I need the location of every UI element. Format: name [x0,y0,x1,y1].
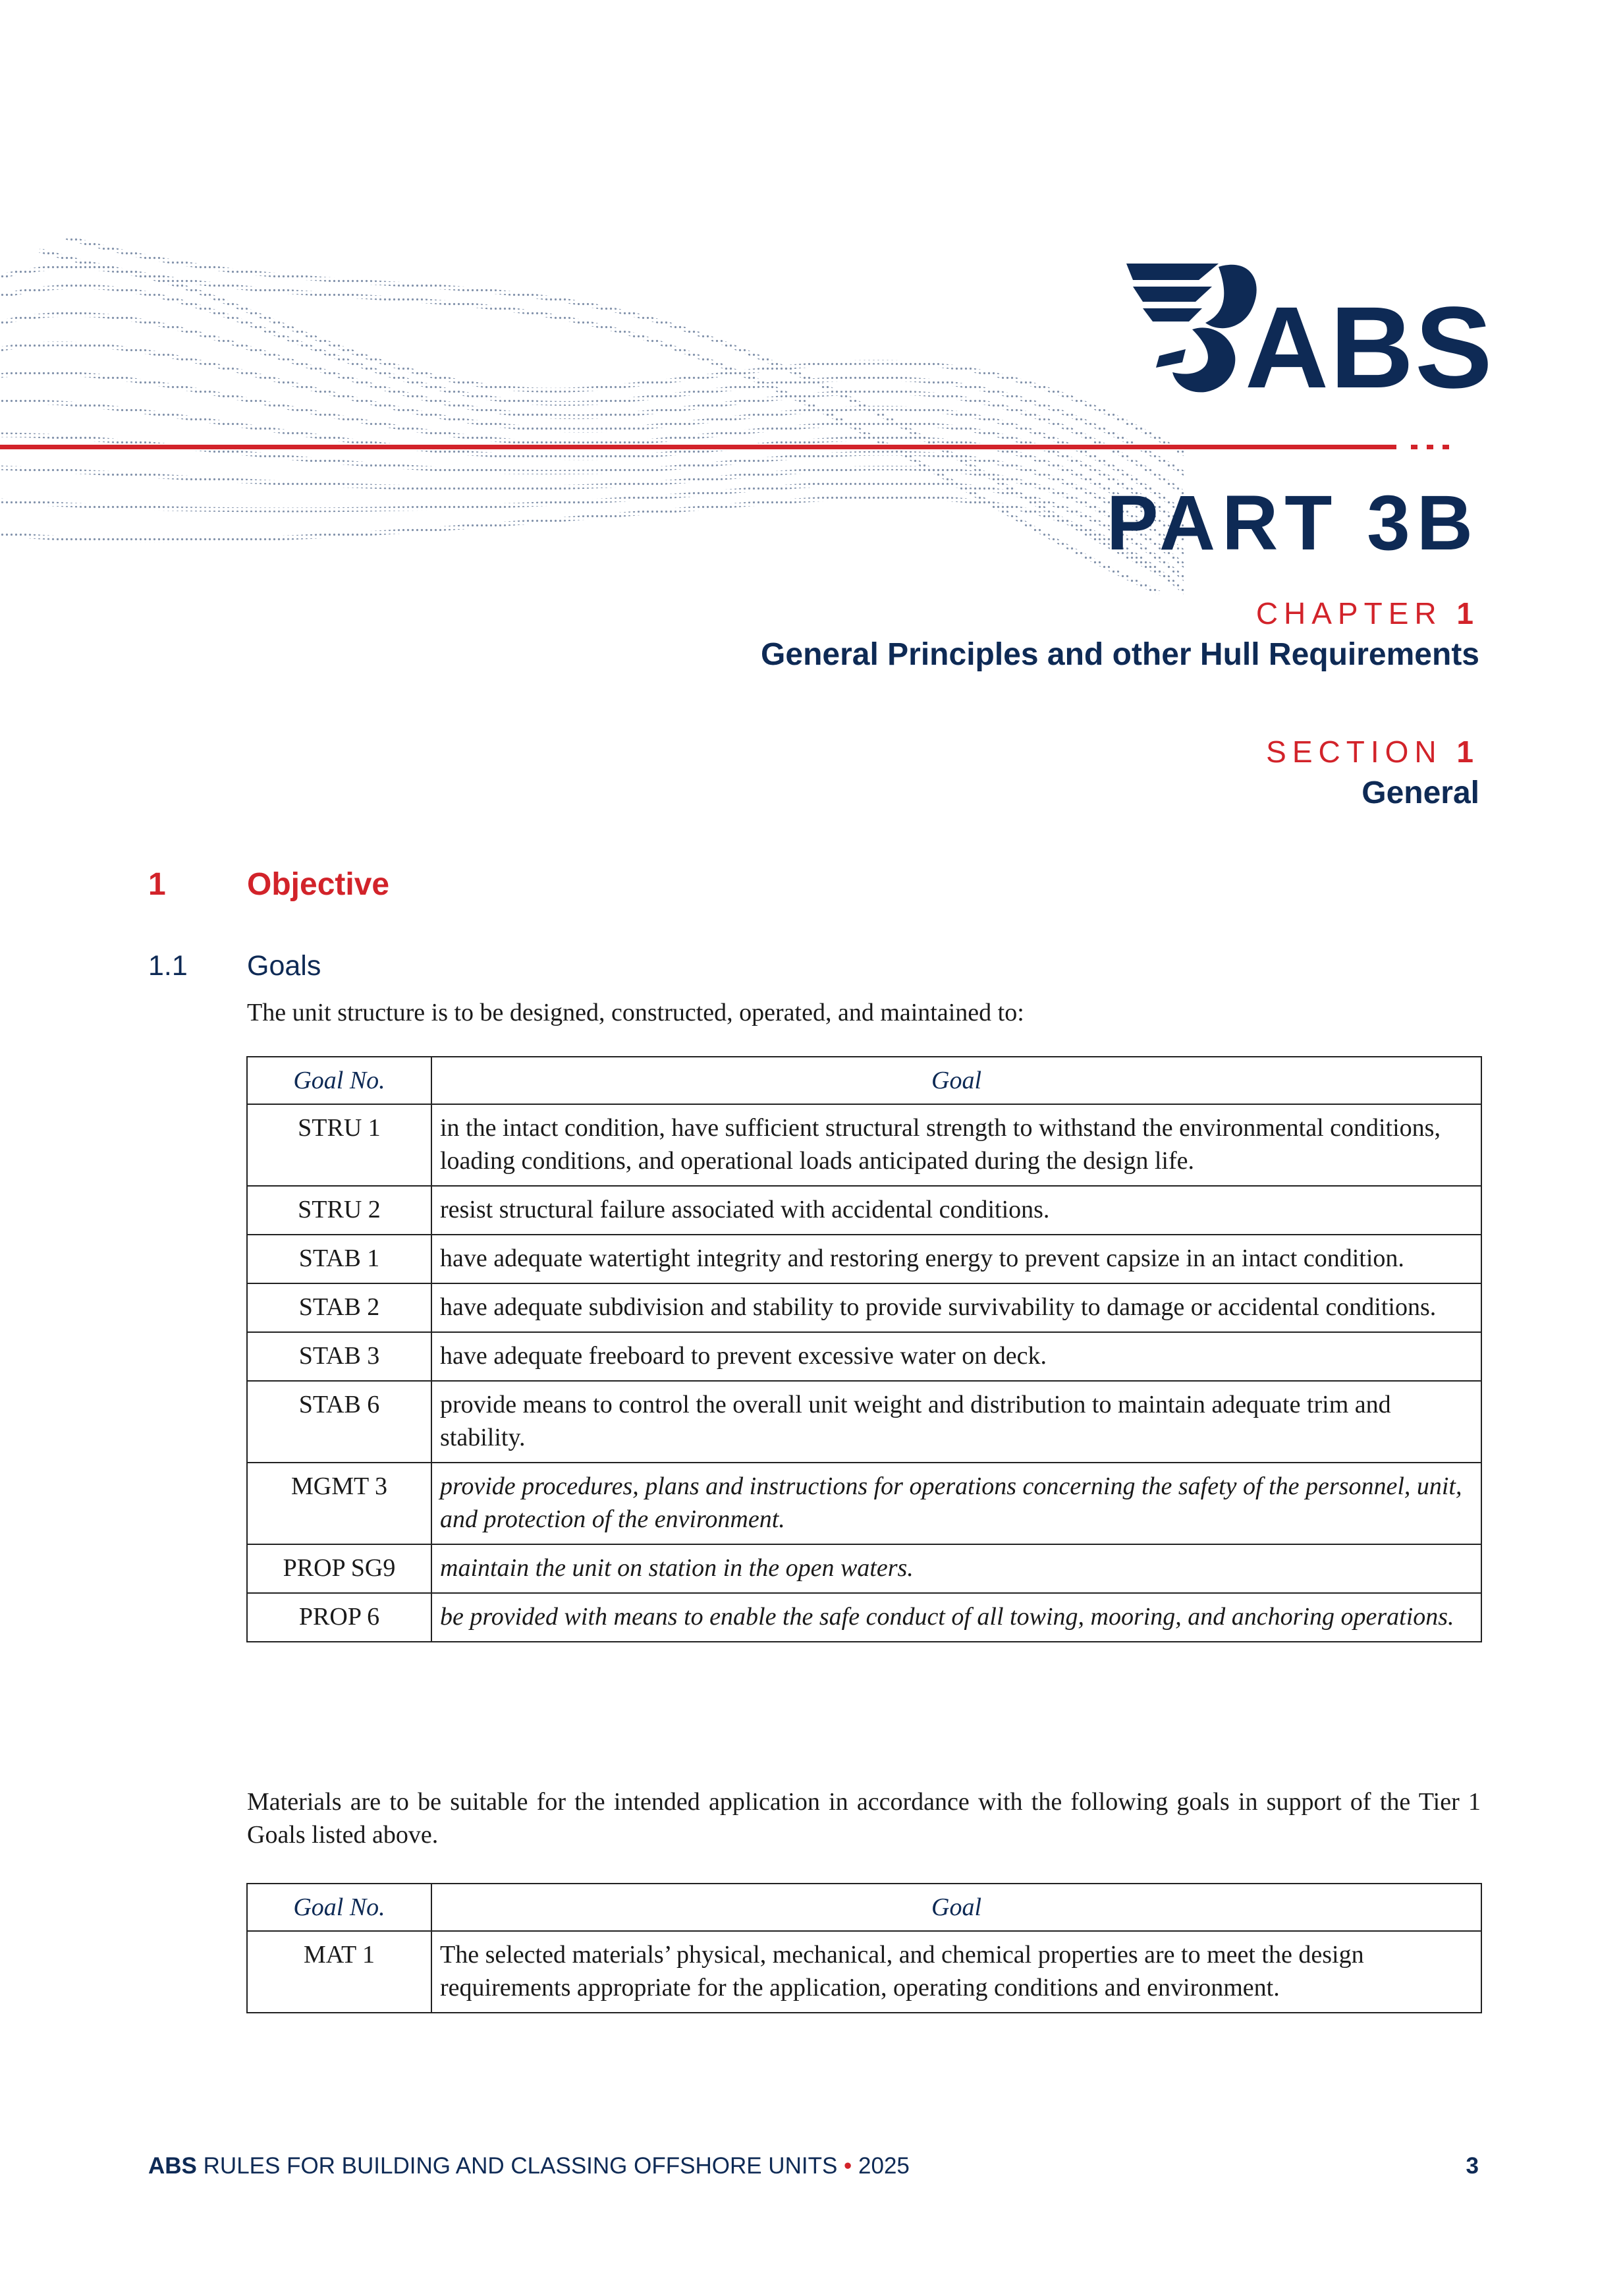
materials-goals-table [246,1883,1482,2013]
goal-text: be provided with means to enable the safe conduct of all towing, mooring, and anchoring operations. [431,1593,1481,1642]
footer-bullet: • [844,2153,852,2179]
column-header-goal-no: Goal No. [247,1884,431,1931]
goal-code: STAB 3 [247,1332,431,1381]
goal-code: PROP SG9 [247,1544,431,1593]
page-number: 3 [1466,2153,1479,2179]
footer-title [148,2153,910,2179]
goal-text: provide procedures, plans and instructions for operations concerning the safety of the personnel, unit, and protection of the environment. [431,1463,1481,1544]
chapter-number: 1 [1456,596,1479,630]
table-row [247,1544,1481,1593]
chapter-label [1256,598,1479,629]
goals-table [246,1056,1482,1642]
subheading-number: 1.1 [148,950,188,982]
column-header-goal: Goal [431,1884,1481,1931]
subheading-title: Goals [247,950,321,982]
heading-goals [148,950,321,982]
footer-rules-title: RULES FOR BUILDING AND CLASSING OFFSHORE UNITS [203,2153,838,2179]
dotted-wave-icon [0,237,1186,606]
column-header-goal: Goal [431,1057,1481,1104]
goal-code: STAB 2 [247,1283,431,1332]
page-footer [148,2153,1479,2179]
goal-code: PROP 6 [247,1593,431,1642]
table-row [247,1235,1481,1283]
materials-paragraph: Materials are to be suitable for the intended application in accordance with the following goals in support of the Tier 1 Goals listed above. [247,1788,1481,1849]
goal-text: in the intact condition, have sufficient structural strength to withstand the environmental conditions, loading conditions, and operational loads anticipated during the design life. [431,1104,1481,1186]
goal-code: STAB 1 [247,1235,431,1283]
red-dots-divider [1411,445,1449,449]
heading-number: 1 [148,867,166,902]
table-row [247,1186,1481,1235]
logo-text: ABS [1245,283,1494,412]
column-header-goal-no: Goal No. [247,1057,431,1104]
table-row [247,1104,1481,1186]
goal-code: MAT 1 [247,1931,431,2013]
intro-paragraph: The unit structure is to be designed, constructed, operated, and maintained to: [247,999,1024,1026]
heading-title: Objective [247,867,390,902]
section-number: 1 [1456,735,1479,769]
table-row [247,1283,1481,1332]
section-title: General [1362,775,1479,810]
goal-code: STRU 2 [247,1186,431,1235]
part-title: PART 3B [1106,480,1479,567]
heading-objective [148,866,389,903]
goal-code: MGMT 3 [247,1463,431,1544]
footer-year: 2025 [858,2153,910,2179]
chapter-label-text: CHAPTER [1255,596,1443,630]
goal-code: STAB 6 [247,1381,431,1463]
table-row [247,1931,1481,2013]
table-header-row [247,1057,1481,1104]
goal-code: STRU 1 [247,1104,431,1186]
section-label-text: SECTION [1266,735,1443,769]
red-divider-line [0,445,1396,449]
goal-text: have adequate subdivision and stability to provide survivability to damage or accidental conditions. [431,1283,1481,1332]
goal-text: provide means to control the overall unit weight and distribution to maintain adequate trim and stability. [431,1381,1481,1463]
table-row [247,1381,1481,1463]
table-row [247,1463,1481,1544]
goal-text: The selected materials’ physical, mechanical, and chemical properties are to meet the design requirements appropriate for the application, operating conditions and environment. [431,1931,1481,2013]
footer-brand: ABS [148,2153,197,2179]
chapter-title: General Principles and other Hull Requirements [761,637,1479,672]
goal-text: have adequate watertight integrity and restoring energy to prevent capsize in an intact condition. [431,1235,1481,1283]
goal-text: resist structural failure associated with accidental conditions. [431,1186,1481,1235]
goal-text: maintain the unit on station in the open waters. [431,1544,1481,1593]
table-row [247,1332,1481,1381]
table-row [247,1593,1481,1642]
section-label [1266,737,1479,767]
table-header-row [247,1884,1481,1931]
goal-text: have adequate freeboard to prevent excessive water on deck. [431,1332,1481,1381]
